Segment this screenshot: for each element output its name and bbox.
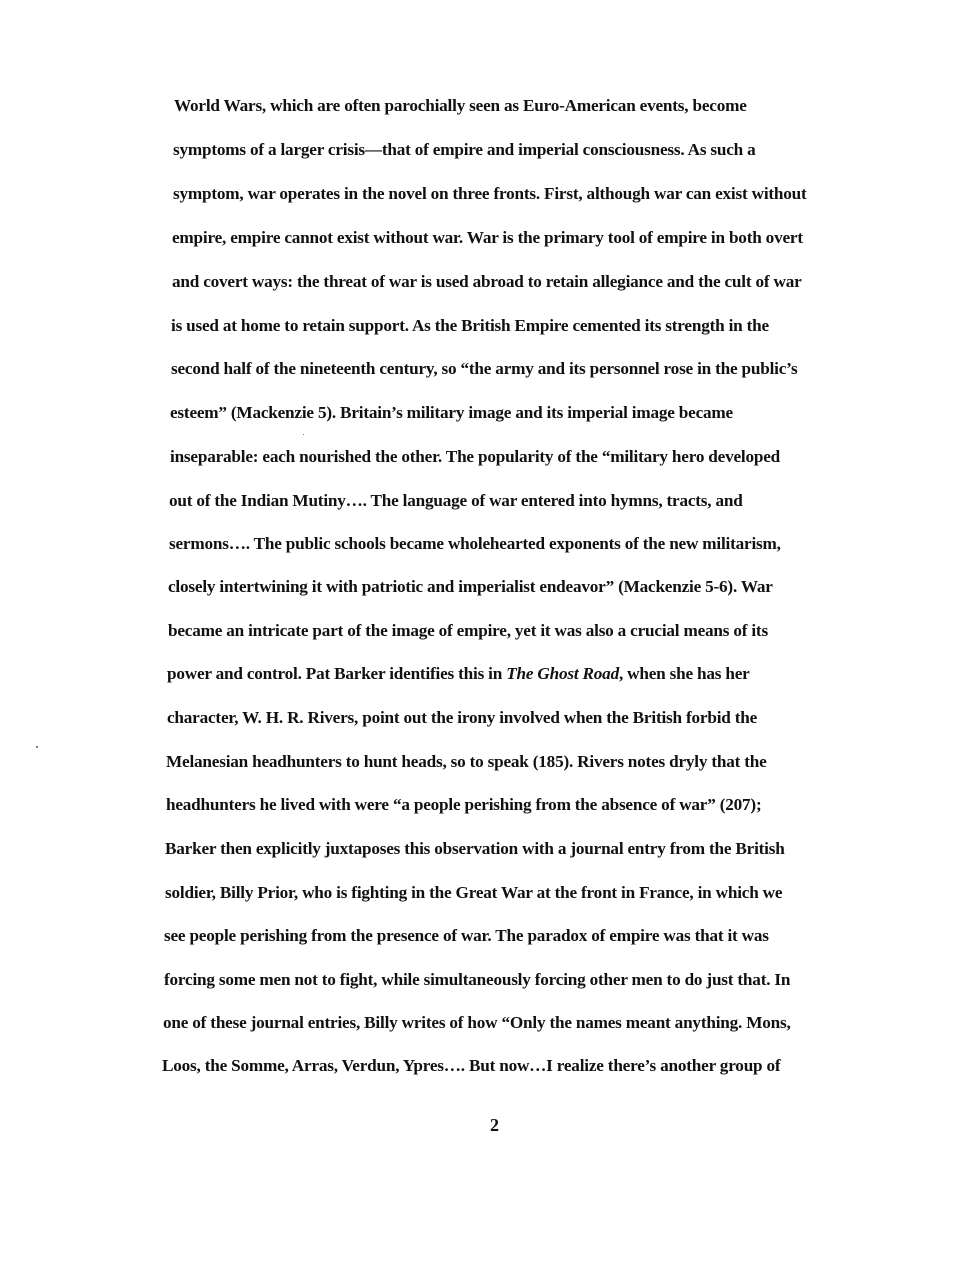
text-line: World Wars, which are often parochially seen as Euro-American events, become [174, 96, 747, 115]
text-line: one of these journal entries, Billy writes of how “Only the names meant anything. Mons, [163, 1013, 791, 1032]
text-line-tail: , when she has her [618, 664, 750, 683]
text-line: forcing some men not to fight, while simultaneously forcing other men to do just that. In [164, 970, 791, 989]
text-line: second half of the nineteenth century, so “the army and its personnel rose in the public’s [171, 359, 798, 378]
text-line: inseparable: each nourished the other. The popularity of the “military hero developed [170, 447, 781, 466]
scan-speck [303, 434, 304, 435]
text-line: see people perishing from the presence of war. The paradox of empire was that it was [164, 926, 769, 945]
text-line: sermons…. The public schools became wholehearted exponents of the new militarism, [169, 534, 781, 553]
text-line: soldier, Billy Prior, who is fighting in the Great War at the front in France, in which we [165, 883, 783, 902]
text-line: is used at home to retain support. As the British Empire cemented its strength in the [171, 316, 769, 335]
text-line: symptoms of a larger crisis—that of empire and imperial consciousness. As such a [173, 140, 756, 159]
text-line: and covert ways: the threat of war is used abroad to retain allegiance and the cult of war [172, 272, 802, 291]
book-title: The Ghost Road [506, 664, 619, 683]
text-line: symptom, war operates in the novel on three fronts. First, although war can exist without [173, 184, 807, 203]
text-line [167, 664, 750, 684]
text-line: became an intricate part of the image of empire, yet it was also a crucial means of its [168, 621, 768, 640]
text-line: character, W. H. R. Rivers, point out the irony involved when the British forbid the [167, 708, 758, 727]
text-line: Melanesian headhunters to hunt heads, so to speak (185). Rivers notes dryly that the [166, 752, 767, 771]
text-line: Barker then explicitly juxtaposes this observation with a journal entry from the British [165, 839, 785, 858]
text-line: headhunters he lived with were “a people perishing from the absence of war” (207); [166, 795, 762, 814]
page-number: 2 [490, 1115, 499, 1135]
text-line: closely intertwining it with patriotic and imperialist endeavor” (Mackenzie 5-6). War [168, 577, 773, 596]
text-line: out of the Indian Mutiny…. The language of war entered into hymns, tracts, and [169, 491, 743, 510]
scan-speck [36, 746, 38, 748]
text-line-lead: power and control. Pat Barker identifies this in [167, 664, 507, 683]
text-line: esteem” (Mackenzie 5). Britain’s military image and its imperial image became [170, 403, 733, 422]
text-line: Loos, the Somme, Arras, Verdun, Ypres…. But now…I realize there’s another group of [162, 1056, 781, 1075]
text-line: empire, empire cannot exist without war. War is the primary tool of empire in both overt [172, 228, 803, 247]
